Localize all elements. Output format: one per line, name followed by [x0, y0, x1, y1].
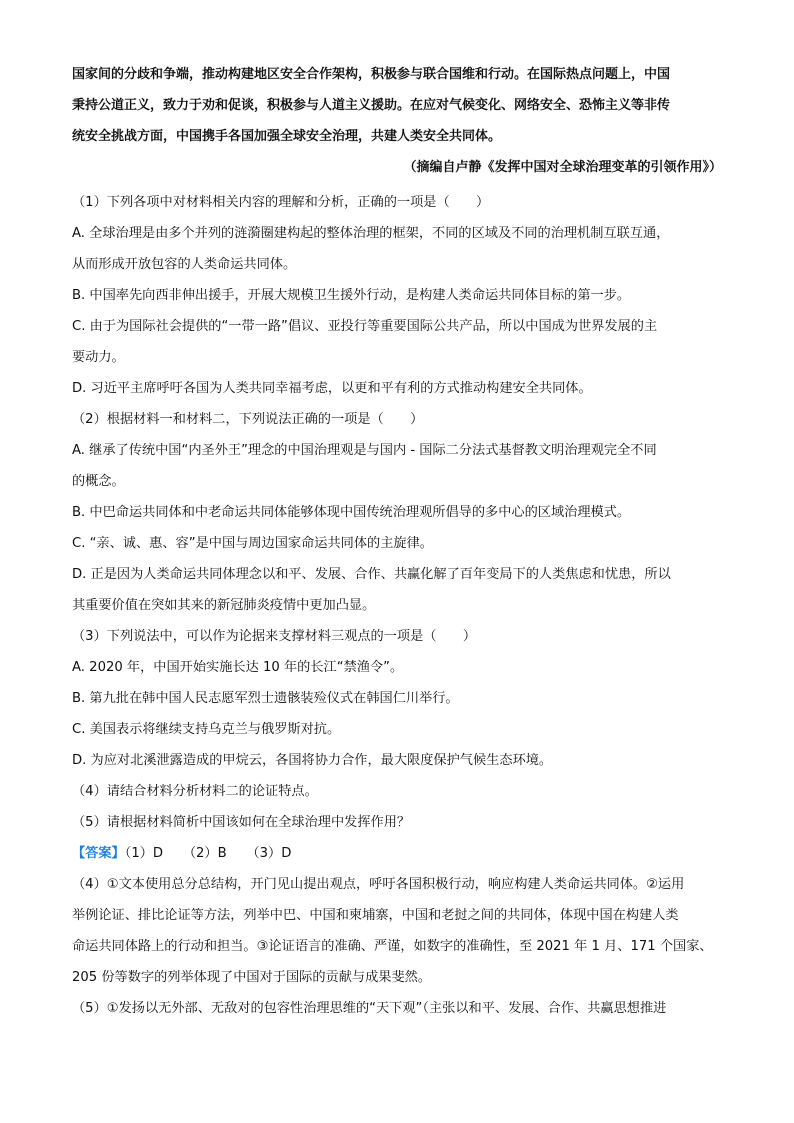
answer-4-line: 命运共同体路上的行动和担当。③论证语言的准确、严谨，如数字的准确性，至 2021 年 1 月、171 个国家、	[72, 939, 713, 954]
answer-line	[72, 838, 724, 869]
option-2d: D. 正是因为人类命运共同体理念以和平、发展、合作、共赢化解了百年变局下的人类焦虑和忧患，所以	[72, 567, 671, 582]
questions-section	[72, 187, 724, 1024]
answer-4-line: （4）①文本使用总分总结构，开门见山提出观点，呼吁各国积极行动，响应构建人类命运共同体。②运用	[72, 877, 685, 892]
material-line: 统安全挑战方面，中国携手各国加强全球安全治理，共建人类安全共同体。	[72, 129, 502, 144]
option-2a: A. 继承了传统中国“内圣外王”理念的中国治理观是与国内 - 国际二分法式基督教文明治理观完全不同	[72, 443, 657, 458]
option-3c: C. 美国表示将继续支持乌克兰与俄罗斯对抗。	[72, 722, 341, 737]
material-line: 秉持公道正义，致力于劝和促谈，积极参与人道主义援助。在应对气候变化、网络安全、恐怖主义等非传	[72, 98, 671, 113]
option-2c: C. “亲、诚、惠、容”是中国与周边国家命运共同体的主旋律。	[72, 536, 433, 551]
question-3-stem: （3）下列说法中，可以作为论据来支撑材料三观点的一项是（ ）	[72, 629, 477, 644]
answer-tag: 【答案】	[72, 846, 125, 861]
option-1c-cont: 要动力。	[72, 350, 125, 365]
answer-4-line: 举例论证、排比论证等方法，列举中巴、中国和柬埔寨，中国和老挝之间的共同体，体现中国在构建人类	[72, 908, 679, 923]
question-1-stem: （1）下列各项中对材料相关内容的理解和分析，正确的一项是（ ）	[72, 195, 490, 210]
material-line: 国家间的分歧和争端，推动构建地区安全合作架构，积极参与联合国维和行动。在国际热点问题上，中国	[72, 67, 671, 82]
answer-5-line: （5）①发扬以无外部、无敌对的包容性治理思维的“天下观”（主张以和平、发展、合作、共赢思想推进	[72, 1001, 667, 1016]
question-5-stem: （5）请根据材料简析中国该如何在全球治理中发挥作用？	[72, 815, 411, 830]
option-1b: B. 中国率先向西非伸出援手，开展大规模卫生援外行动，是构建人类命运共同体目标的第一步。	[72, 288, 631, 303]
option-2d-cont: 其重要价值在突如其来的新冠肺炎疫情中更加凸显。	[72, 598, 376, 613]
question-4-stem: （4）请结合材料分析材料二的论证特点。	[72, 784, 318, 799]
question-2-stem: （2）根据材料一和材料二，下列说法正确的一项是（ ）	[72, 412, 424, 427]
answer-short: （1）D （2）B （3）D	[124, 846, 292, 861]
option-2b: B. 中巴命运共同体和中老命运共同体能够体现中国传统治理观所倡导的多中心的区域治理模式。	[72, 505, 631, 520]
option-3b: B. 第九批在韩中国人民志愿军烈士遗骸装殓仪式在韩国仁川举行。	[72, 691, 459, 706]
material-paragraph	[72, 59, 724, 152]
option-3d: D. 为应对北溪泄露造成的甲烷云，各国将协力合作，最大限度保护气候生态环境。	[72, 753, 553, 768]
option-1a-cont: 从而形成开放包容的人类命运共同体。	[72, 257, 297, 272]
option-1c: C. 由于为国际社会提供的“一带一路”倡议、亚投行等重要国际公共产品，所以中国成为世界发展的主	[72, 319, 658, 334]
option-2a-cont: 的概念。	[72, 474, 125, 489]
answer-4-line: 205 份等数字的列举体现了中国对于国际的贡献与成果斐然。	[72, 970, 432, 985]
option-1a: A. 全球治理是由多个并列的涟漪圈建构起的整体治理的框架，不同的区域及不同的治理机制互联互通，	[72, 226, 670, 241]
option-1d: D. 习近平主席呼吁各国为人类共同幸福考虑，以更和平有利的方式推动构建安全共同体。	[72, 381, 592, 396]
source-citation: （摘编自卢静《发挥中国对全球治理变革的引领作用》）	[403, 160, 722, 175]
option-3a: A. 2020 年，中国开始实施长达 10 年的长江“禁渔令”。	[72, 660, 404, 675]
